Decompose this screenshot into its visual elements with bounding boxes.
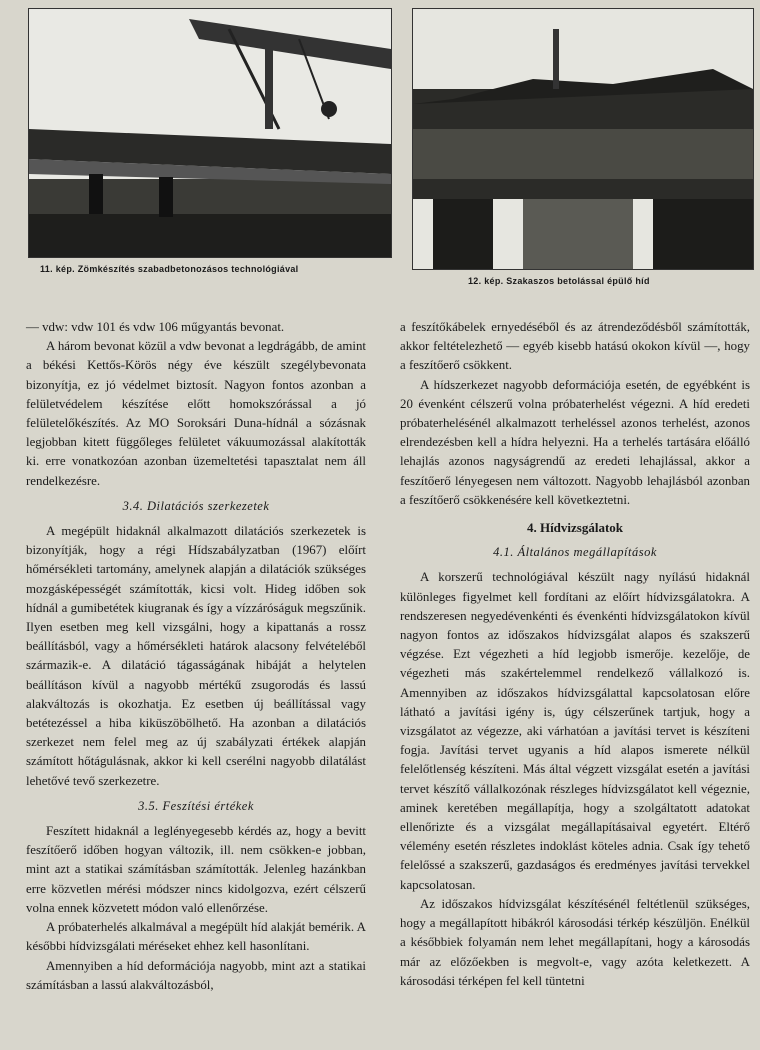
figure-1-photo [28,8,392,258]
figure-1-caption: 11. kép. Zömkészítés szabadbetonozásos technológiával [40,264,299,274]
right-paragraph-4: Az időszakos hídvizsgálat készítésénél feltétlenül szükséges, hogy a megállapított hibákról károsodási térkép készüljön. Enélkül a későbbiek folyamán nem lehet megállapítani, hogy a károsodás már az előzőekben is megvolt-e, vagy azóta keletkezett. A károsodási térképen fel kell tüntetni [400,896,750,988]
heading-3-5: 3.5. Feszítési értékek [138,798,254,813]
right-paragraph-2: A hídszerkezet nagyobb deformációja esetén, de egyébként is 20 évenként célszerű volna próbaterhelést végezni. A híd eredeti próbaterhelésénél alkalmazott terheléssel azonos terhelést, azonos elrendezésben kell a hídra helyezni. Ha a terhelés tartására előálló lehajlás azonos nagyságrendű az eredeti lehajlással, akkor a feszítőerő lényegesen nem változott. Nagyobb lehajlásból azonban a feszítőerő csökkenésére kell következtetni. [400,377,750,507]
left-paragraph-5: A próbaterhelés alkalmával a megépült híd alakját bemérik. A későbbi hídvizsgálati méréseket ehhez kell hasonlítani. [26,920,366,954]
heading-4-1: 4.1. Általános megállapítások [493,545,657,560]
heading-4: 4. Hídvizsgálatok [526,520,624,536]
left-paragraph-3: A megépült hidaknál alkalmazott dilatációs szerkezetek is bizonyítják, hogy a régi Hídszabályzatban (1967) előírt hőmérsékleti tartomány, amelynek alapján a dilatációk szükséges mozgásképességét számították, kicsi volt. Hideg időben sok hídnál a gumibetétek kiugranak és így a vízzáróságuk megszűnik. Ilyen esetben meg kell vizsgálni, hogy a kipattanás a rossz beállításból, vagy a hőmérsékleti határok alacsony felvételéből származik-e. A dilatáció tágasságának hibáját a helytelen beállításon kívül a nagyobb mértékű zsugorodás és lassú alakváltozás is okozhatja. Ez esetben új beállítással vagy betétezéssel a hiba kiküszöbölhető. Ha azonban a dilatációs szerkezet nem felel meg az új szabályzati értékek alapján számított hőtágulásnak, akkor ki kell cserélni nagyobb dilatálást lehetővé tevő szerkezetre. [26,524,366,788]
figure-2-caption: 12. kép. Szakaszos betolással épülő híd [468,276,650,286]
right-paragraph-1: a feszítőkábelek ernyedéséből és az átrendeződésből számították, akkor feltételezhető — egyéb kisebb hatású okokon kívül —, hogy a feszítőerő csökkent. [400,320,750,373]
left-paragraph-1: — vdw: vdw 101 és vdw 106 műgyantás bevonat. [26,320,285,334]
heading-3-4: 3.4. Dilatációs szerkezetek [122,498,270,513]
figure-2-photo [412,8,754,270]
right-paragraph-3: A korszerű technológiával készült nagy nyílású hidaknál különleges figyelmet kell fordítani az előírt hídvizsgálatokra. A rendszeresen negyedévenkénti és évenkénti hídvizsgálatokon kívül nagyon fontos az időszakos hídvizsgálat alapos és szakszerű végzése. Ezt végezheti a híd legjobb ismerője. kezelője, de végezheti más szakértelemmel rendelkező vállalkozó is. Amennyiben az időszakos hídvizsgálattal kapcsolatosan előre látható a javítási igény is, úgy célszerűnek tartjuk, hogy a vizsgálatot az végezze, aki várhatóan a javítási tervet is készíteni fogja. Javítási tervet ugyanis a híd alapos ismerete nélkül felelőtlenség készíteni. Más által végzett vizsgálat esetén a javítási tervet készítő vállalkozónak részleges hídvizsgálatot kell végeznie, aminek keretében megállapítja, hogy a szolgáltatott adatokat ellenőrizte és a vizsgálat megállapításaival egyetért. Eltérő vélemény esetén részletes indoklást köteles adnia. Csak így tehető felelőssé a szakszerű, gazdaságos és eredményes javítási tervekkel kapcsolatosan. [400,570,750,892]
left-paragraph-6: Amennyiben a híd deformációja nagyobb, mint azt a statikai számításban a lassú alakváltozásból, [26,958,366,992]
right-column [400,318,750,991]
left-paragraph-4: Feszített hidaknál a leglényegesebb kérdés az, hogy a bevitt feszítőerő időben hogyan változik, ill. nem csökken-e jobban, mint azt a statikai számításban számították. Jelenleg hazánkban erre közvetlen mérési módszer nincs kidolgozva, ezért célszerű volna ennek közvetett módon való ellenőrzése. [26,824,366,915]
left-paragraph-2: A három bevonat közül a vdw bevonat a legdrágább, de amint a békési Kettős-Körös négy éve készült szegélybevonata bizonyítja, ez jó védelmet biztosít. Nagyon fontos azonban a felületvédelem készítése előtt homokszórással a jó felületelőkészítés. Az MO Soroksári Duna-hídnál a sózásnak legjobban kitett függőleges felületet vákuumozással alakították ki. erre vonatkozóan azonban üzemeltetési tapasztalat nem áll rendelkezésre. [26,339,366,488]
left-column [26,318,366,995]
